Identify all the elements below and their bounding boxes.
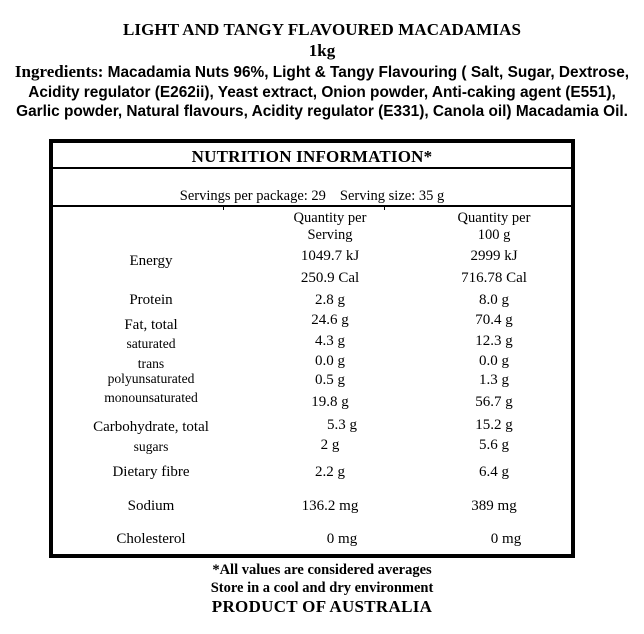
divider (53, 167, 571, 169)
product-title: LIGHT AND TANGY FLAVOURED MACADAMIAS (122, 20, 522, 39)
row-label: monounsaturated (104, 390, 198, 405)
value-per-100g: 0.0 g (479, 353, 509, 369)
column-header-line: Quantity per (293, 210, 367, 226)
value-per-100g: 5.6 g (479, 437, 509, 453)
row-label: saturated (126, 336, 176, 351)
row-label: Energy (129, 253, 173, 269)
value-per-serving: 2.2 g (315, 464, 345, 480)
nutrition-title: NUTRITION INFORMATION* (191, 147, 433, 166)
value-per-100g: 2999 kJ (470, 248, 518, 264)
row-label: sugars (133, 439, 169, 454)
value-per-100g: 1.3 g (479, 372, 509, 388)
servings-info (53, 188, 571, 205)
row-label: Dietary fibre (112, 464, 190, 480)
value-per-serving: 0 mg (326, 531, 358, 547)
column-header-line: 100 g (477, 227, 511, 243)
value-per-100g: 0 mg (490, 531, 522, 547)
row-label: trans (137, 356, 165, 371)
value-per-100g: 389 mg (471, 498, 517, 514)
value-per-100g: 70.4 g (475, 312, 513, 328)
value-per-serving: 250.9 Cal (300, 270, 360, 286)
product-weight: 1kg (308, 41, 336, 60)
value-per-serving: 136.2 mg (301, 498, 359, 514)
row-label: Cholesterol (116, 531, 186, 547)
ingredients-label: Ingredients: (14, 62, 104, 81)
value-per-100g: 12.3 g (475, 333, 513, 349)
value-per-serving: 5.3 g (327, 417, 357, 433)
country-of-origin: PRODUCT OF AUSTRALIA (211, 597, 433, 616)
serving-size: Serving size: 35 g (339, 188, 445, 204)
row-label: Protein (129, 292, 173, 308)
value-per-serving: 4.3 g (315, 333, 345, 349)
column-header-line: Quantity per (457, 210, 531, 226)
averages-note: *All values are considered averages (212, 562, 432, 578)
value-per-serving: 2.8 g (315, 292, 345, 308)
row-label: Fat, total (124, 317, 178, 333)
row-label: polyunsaturated (107, 371, 195, 386)
row-label: Carbohydrate, total (93, 419, 209, 435)
storage-instructions: Store in a cool and dry environment (210, 580, 434, 596)
value-per-100g: 716.78 Cal (461, 270, 527, 286)
column-tick (223, 206, 224, 210)
divider (53, 205, 571, 207)
value-per-serving: 2 g (320, 437, 340, 453)
row-label: Sodium (127, 498, 175, 514)
servings-per-package: Servings per package: 29 (179, 188, 326, 204)
column-header-per-serving (250, 210, 410, 244)
value-per-100g: 15.2 g (475, 417, 513, 433)
value-per-100g: 8.0 g (479, 292, 509, 308)
value-per-serving: 1049.7 kJ (300, 248, 360, 264)
column-header-per-100g (414, 210, 574, 244)
value-per-100g: 6.4 g (479, 464, 509, 480)
value-per-serving: 0.5 g (315, 372, 345, 388)
value-per-serving: 19.8 g (311, 394, 349, 410)
column-header-line: Serving (307, 227, 353, 243)
value-per-serving: 24.6 g (311, 312, 349, 328)
ingredients-text (10, 62, 634, 122)
ingredients-list: Macadamia Nuts 96%, Light & Tangy Flavouring ( Salt, Sugar, Dextrose, Acidity regulator (E262ii), Yeast extract, Onion powder, Anti-caking agent (E551), Garlic powder, Natural flavours, Acidity regulator (E331), Canola oil) Macadamia Oil. (16, 64, 630, 120)
nutrition-panel (49, 139, 575, 558)
value-per-serving: 0.0 g (315, 353, 345, 369)
value-per-100g: 56.7 g (475, 394, 513, 410)
